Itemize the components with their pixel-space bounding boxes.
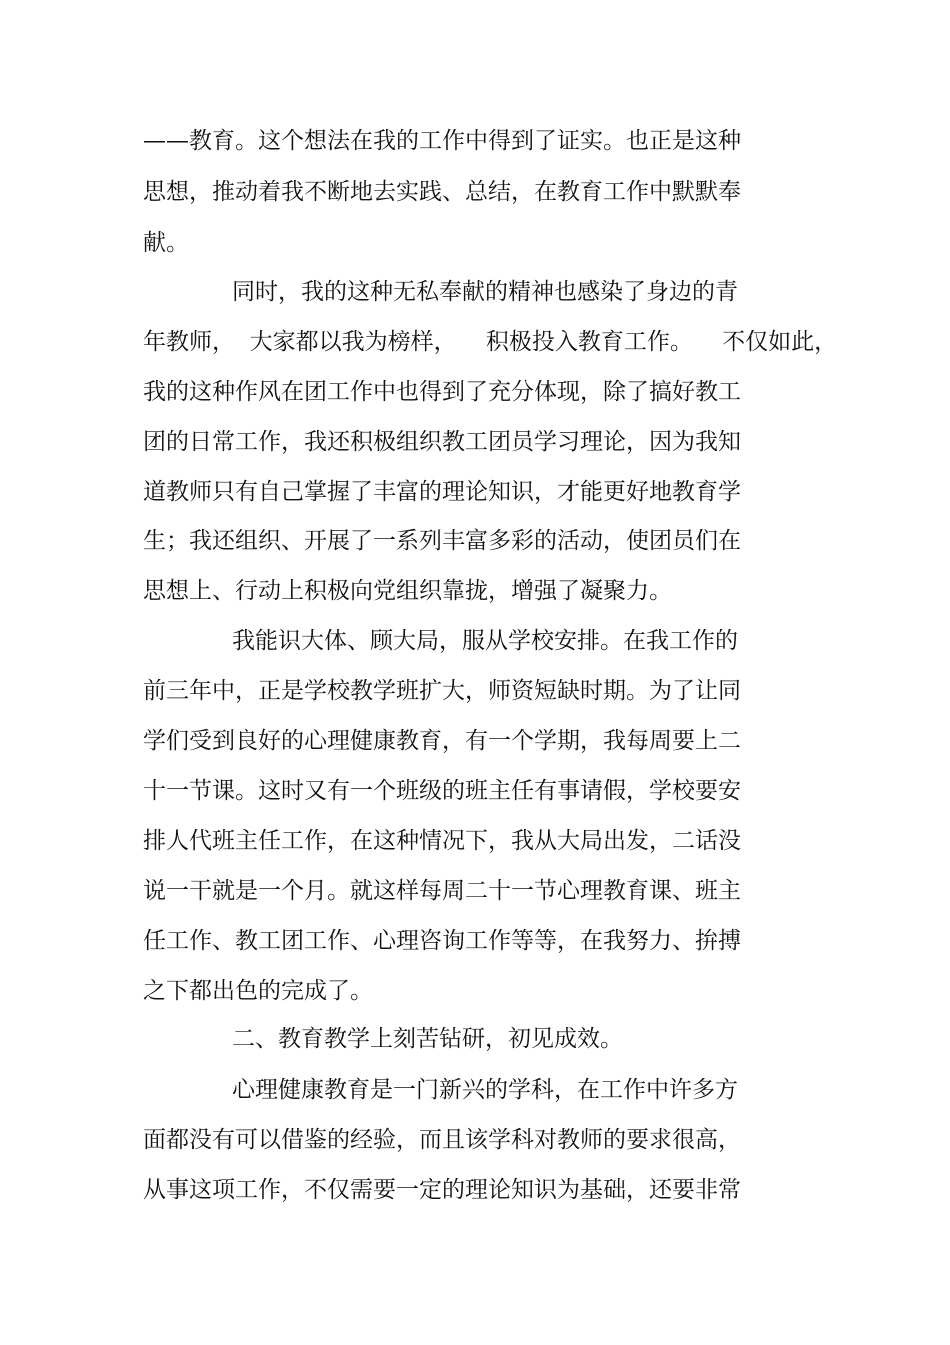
text-line: 之下都出色的完成了。 [143,978,373,1004]
text-line: 前三年中，正是学校教学班扩大，师资短缺时期。为了让同 [143,678,741,704]
text-line: 献。 [143,230,189,256]
text-line: 面都没有可以借鉴的经验，而且该学科对教师的要求很高， [143,1127,741,1153]
text-line: 十一节课。这时又有一个班级的班主任有事请假，学校要安 [143,778,741,804]
text-line: 道教师只有自己掌握了丰富的理论知识，才能更好地教育学 [143,479,741,505]
text-line: 说一干就是一个月。就这样每周二十一节心理教育课、班主 [143,878,741,904]
paragraph-first-line: 心理健康教育是一门新兴的学科，在工作中许多方 [232,1077,738,1103]
text-line: 团的日常工作，我还积极组织教工团员学习理论，因为我知 [143,429,741,455]
section-heading: 二、教育教学上刻苦钻研，初见成效。 [232,1026,623,1052]
paragraph-first-line: 我能识大体、顾大局，服从学校安排。在我工作的 [232,628,738,654]
text-line: 任工作、教工团工作、心理咨询工作等等，在我努力、拚搏 [143,928,741,954]
text-line: ——教育。这个想法在我的工作中得到了证实。也正是这种 [143,128,741,154]
text-line: 从事这项工作，不仅需要一定的理论知识为基础，还要非常 [143,1177,741,1203]
text-line: 我的这种作风在团工作中也得到了充分体现，除了搞好教工 [143,379,741,405]
text-line: 生；我还组织、开展了一系列丰富多彩的活动，使团员们在 [143,528,741,554]
text-line: 学们受到良好的心理健康教育，有一个学期，我每周要上二 [143,728,741,754]
text-line: 排人代班主任工作，在这种情况下，我从大局出发，二话没 [143,828,741,854]
text-line: 思想，推动着我不断地去实践、总结，在教育工作中默默奉 [143,179,741,205]
paragraph-first-line: 同时，我的这种无私奉献的精神也感染了身边的青 [232,279,738,305]
text-line: 思想上、行动上积极向党组织靠拢，增强了凝聚力。 [143,578,672,604]
text-line: 年教师， 大家都以我为榜样， 积极投入教育工作。 不仅如此， [143,329,838,355]
